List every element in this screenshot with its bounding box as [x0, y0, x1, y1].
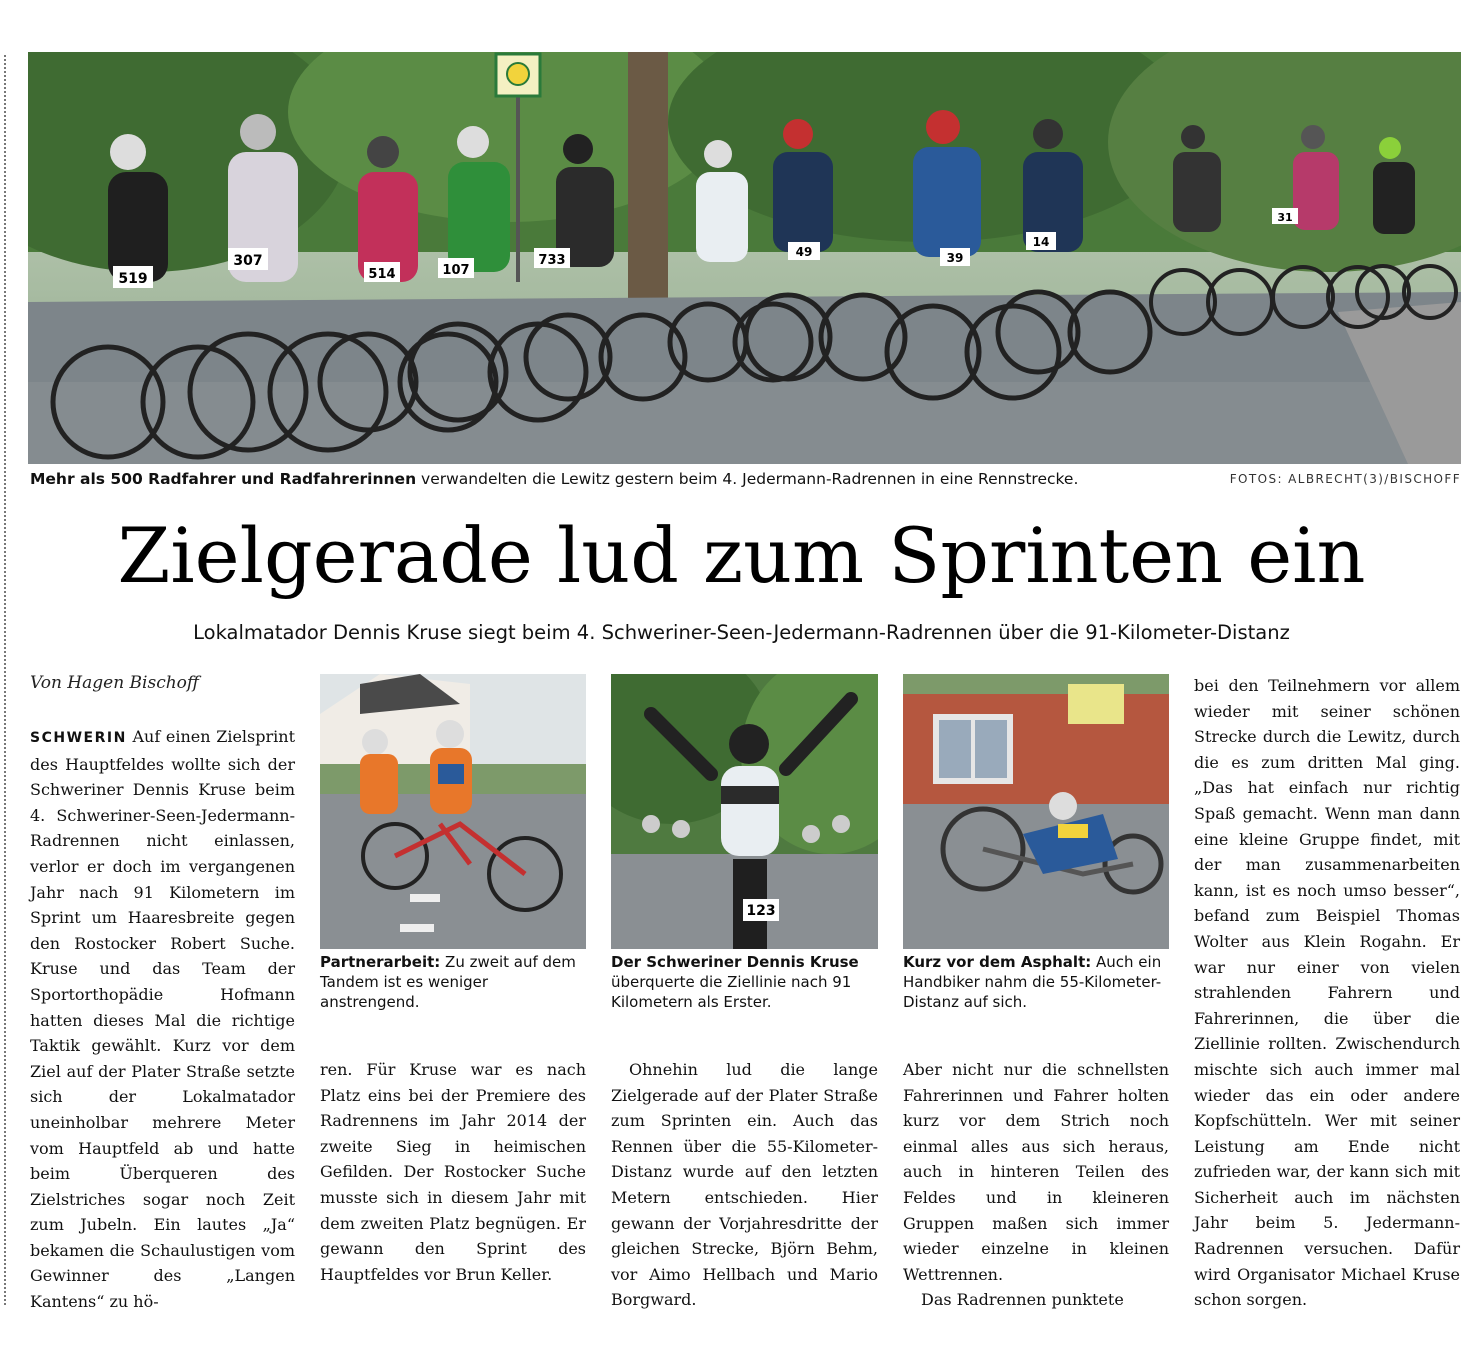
hero-caption-text: verwandelten die Lewitz gestern beim 4. Jedermann-Radrennen in eine Rennstrecke. — [416, 470, 1079, 488]
photo-caption-text: überquerte die Ziellinie nach 91 Kilometern als Erster. — [611, 973, 852, 1011]
winner-photo-illustration — [611, 674, 878, 949]
bib-number: 307 — [233, 253, 263, 269]
photo-caption-winner — [611, 952, 879, 1012]
hero-photo — [28, 52, 1461, 464]
article-column-2: ren. Für Kruse war es nach Platz eins bei der Premiere des Radrennens im Jahr 2014 der zweite Sieg in heimischen Gefilden. Der Rostocker Suche musste sich in diesem Jahr mit dem zweiten Platz begnügen. Er gewann den Sprint des Hauptfeldes vor Brun Keller. — [320, 1060, 586, 1284]
bib-number: 107 — [442, 263, 470, 278]
bib-number: 519 — [118, 271, 148, 287]
bib-number: 49 — [795, 245, 813, 259]
hero-photo-illustration — [28, 52, 1461, 464]
article-column-3: Ohnehin lud die lange Zielgerade auf der Plater Straße zum Sprinten ein. Auch das Rennen über die 55-Kilometer-Distanz wurde auf den letzten Metern entschieden. Hier gewann der Vorjahresdritte der gleichen Strecke, Björn Behm, vor Aimo Hellbach und Mario Borgward. — [611, 1060, 878, 1310]
bib-number: 39 — [946, 251, 964, 265]
bib-number: 31 — [1277, 211, 1293, 224]
tandem-photo-illustration — [320, 674, 586, 949]
article-column-5: bei den Teilnehmern vor allem wieder mit seiner schönen Strecke durch die Lewitz, durch die es zum dritten Mal ging. „Das hat einfach nur richtig Spaß gemacht. Wenn man dann eine kleine Gruppe findet, mit der man zusammenarbeiten kann, ist es noch umso besser“, befand zum Beispiel Thomas Wolter aus Klein Rogahn. Er war nur einer von vielen strahlenden Fahrern und Fahrerinnen, die über die Ziellinie rollten. Zwischendurch mischte sich auch immer mal wieder das ein oder andere Kopfschütteln. Wer mit seiner Leistung am Ende nicht zufrieden war, der kann sich mit Sicherheit auch im nächsten Jahr beim 5. Jedermann-Radrennen versuchen. Dafür wird Organisator Michael Kruse schon sorgen. — [1194, 676, 1460, 1310]
hero-caption — [30, 469, 1210, 489]
column-text: Das Radrennen punktete — [921, 1290, 1124, 1310]
photo-caption-tandem — [320, 952, 588, 1012]
headline: Zielgerade lud zum Sprinten ein — [117, 511, 1366, 600]
byline: Von Hagen Bischoff — [30, 673, 199, 693]
photo-winner — [611, 674, 878, 949]
hero-caption-bold: Mehr als 500 Radfahrer und Radfahrerinnen — [30, 470, 417, 488]
photo-caption-handbike — [903, 952, 1171, 1012]
photo-caption-text: Auch ein Handbiker nahm die 55-Kilometer-Distanz auf sich. — [903, 953, 1162, 1011]
photo-caption-bold: Partnerarbeit: — [320, 953, 441, 971]
bib-number: 14 — [1032, 235, 1050, 249]
bib-number: 733 — [538, 253, 566, 268]
column-rule-dotted — [4, 55, 6, 1305]
photo-caption-bold: Kurz vor dem Asphalt: — [903, 953, 1092, 971]
subheadline: Lokalmatador Dennis Kruse siegt beim 4. Schweriner-Seen-Jedermann-Radrennen über die 91-Kilometer-Distanz — [193, 621, 1290, 644]
photo-credit: FOTOS: ALBRECHT(3)/BISCHOFF — [1229, 472, 1461, 486]
column-text: Aber nicht nur die schnellsten Fahrerinnen und Fahrer holten kurz vor dem Strich noch einmal alles aus sich heraus, auch in hinteren Teilen des Feldes und in kleineren Gruppen maßen sich immer wieder einzelne in kleinen Wettrennen. — [903, 1060, 1169, 1284]
article-column-4 — [903, 1057, 1169, 1313]
bib-number: 514 — [368, 267, 396, 282]
dateline: SCHWERIN — [30, 730, 127, 746]
column-text: Auf einen Zielsprint des Hauptfeldes wollte sich der Schweriner Dennis Kruse beim 4. Schweriner-Seen-Jedermann-Radrennen nicht einlassen, verlor er doch im vergangenen Jahr nach 91 Kilometern im Sprint um Haaresbreite gegen den Rostocker Robert Suche. Kruse und das Team der Sportorthopädie Hofmann hatten dieses Mal die richtige Taktik gewählt. Kurz vor dem Ziel auf der Plater Straße setzte sich der Lokalmatador uneinholbar mehrere Meter vom Hauptfeld ab und hatte beim Überqueren des Zielstriches sogar noch Zeit zum Jubeln. Ein lautes „Ja“ bekamen die Schaulustigen vom Gewinner des „Langen Kantens“ zu hö- — [30, 727, 296, 1312]
article-column-1 — [30, 724, 295, 1315]
photo-caption-bold: Der Schweriner Dennis Kruse — [611, 953, 859, 971]
bib-number: 123 — [746, 903, 776, 919]
photo-tandem — [320, 674, 586, 949]
handbike-photo-illustration — [903, 674, 1169, 949]
photo-caption-text: Zu zweit auf dem Tandem ist es weniger anstrengend. — [320, 953, 576, 1011]
photo-handbike — [903, 674, 1169, 949]
